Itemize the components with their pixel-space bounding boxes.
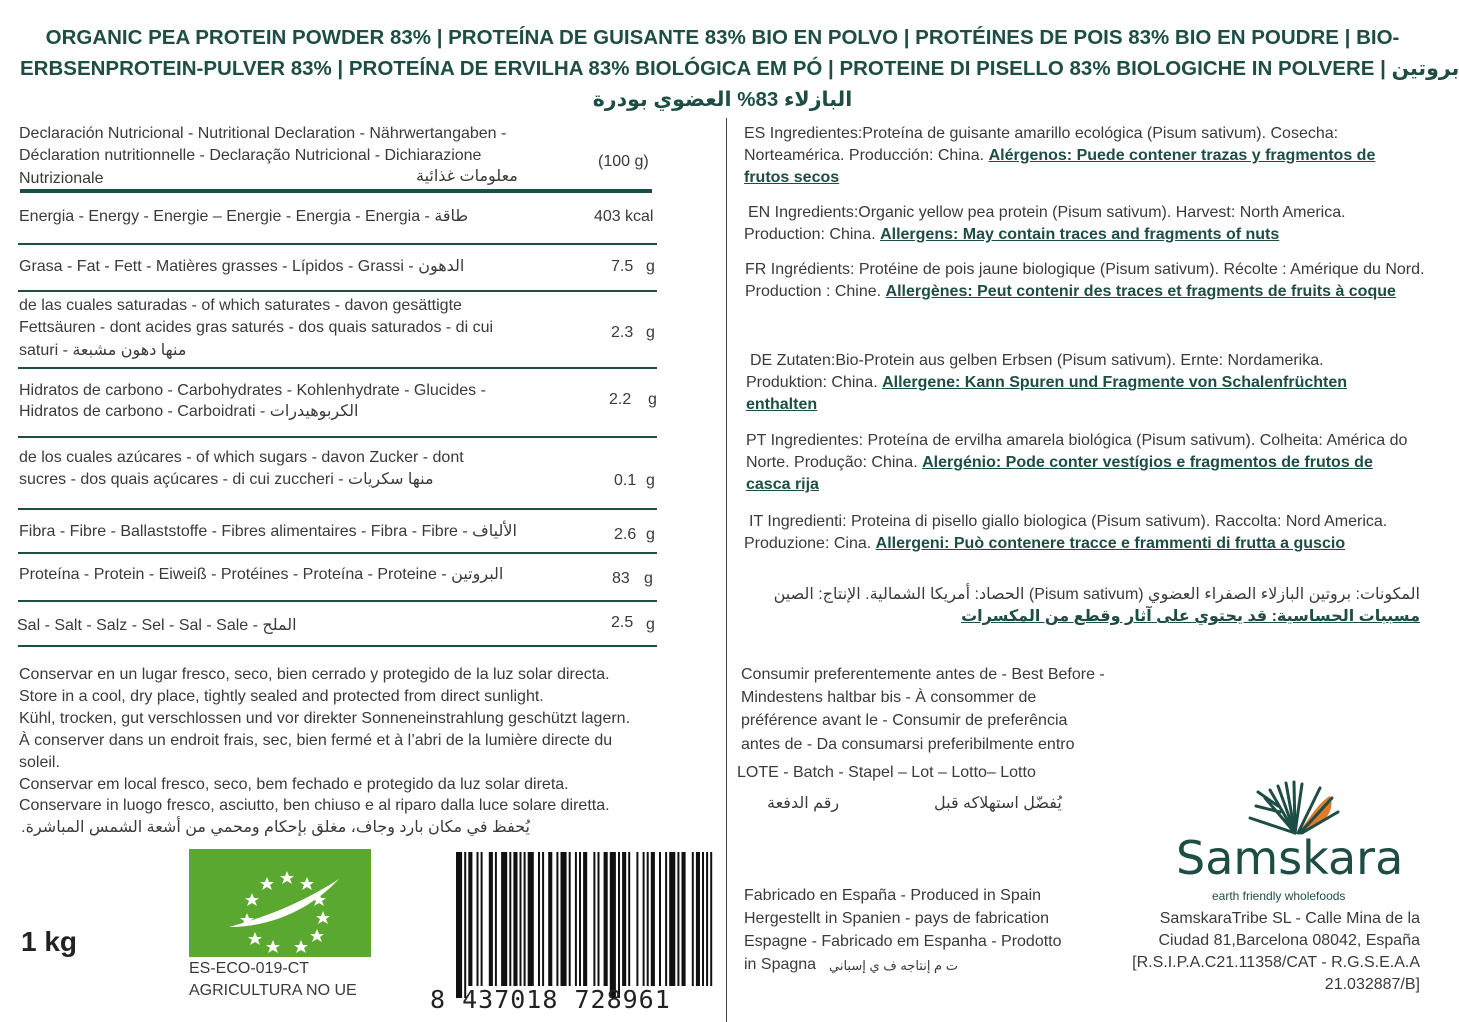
nutrition-protein-unit: g [644,570,653,587]
barcode-bar [647,852,649,986]
allergen-pt: Alergénio: Pode conter vestígios e fragmentos de frutos de casca rija [746,454,1373,493]
ingredients-de: DE Zutaten:Bio-Protein aus gelben Erbsen (Pisum sativum). Ernte: Nordamerika. Produktion: China. Allergene: Kann Spuren und Fragmente von Schalenfrüchten enthalten [746,352,1348,413]
row-divider [18,367,657,369]
nutrition-header-divider [20,189,652,193]
produced-line-4: in Spagna [744,956,817,973]
barcode-bar [710,852,712,986]
samskara-logo [1170,778,1420,908]
nutrition-carbs-label-2: Hidratos de carbono - Carboidrati - الكربوهيدرات [19,403,359,420]
ingredients-pt: PT Ingredientes: Proteína de ervilha amarela biológica (Pisum sativum). Colheita: América do Norte. Produção: China. Alergénio: Pode conter vestígios e fragmentos de frutos de casca rija [746,432,1408,493]
nutrition-header-line-3: Nutrizionale [19,170,104,187]
address-line-4: 21.032887/B] [1324,976,1420,993]
nutrition-sugars-label-2: sucres - dos quais açúcares - di cui zuccheri - منها سكريات [19,471,434,488]
nutrition-energy-value: 403 [594,208,621,225]
allergen-it: Allergeni: Può contenere tracce e frammenti di frutta a guscio [875,535,1346,552]
barcode-bar [456,852,462,998]
nutrition-energy-label: Energia - Energy - Energie – Energie - Energia - Energia - طاقة [19,208,469,225]
row-divider [18,290,657,292]
barcode-bar [495,852,497,986]
storage-es: Conservar en un lugar fresco, seco, bien cerrado y protegido de la luz solar directa. [19,666,610,683]
barcode-bar [509,852,511,986]
best-before-line-1: Consumir preferentemente antes de - Best Before - [741,666,1105,683]
barcode-bar [618,852,620,998]
best-before-label-ar: يُفضّل استهلاكه قبل [934,795,1062,812]
allergen-es: Alérgenos: Puede contener trazas y fragmentos de frutos secos [744,147,1376,186]
nutrition-per-100g: (100 g) [598,153,649,170]
lot-label-ar: رقم الدفعة [767,795,840,812]
net-weight: 1 kg [21,926,78,957]
nutrition-protein-label: Proteína - Protein - Eiweiß - Protéines - Proteína - Proteine - البروتين [19,566,504,583]
barcode-bar [569,852,571,986]
nutrition-carbs-label-1: Hidratos de carbono - Carbohydrates - Kohlenhydrate - Glucides - [19,382,486,399]
barcode-bar [706,852,708,986]
title-line-1: ORGANIC PEA PROTEIN POWDER 83% | PROTEÍNA DE GUISANTE 83% BIO EN POLVO | PROTÉINES DE POIS 83% BIO EN POUDRE | BIO- [45,26,1400,49]
allergen-de: Allergene: Kann Spuren und Fragmente von Schalenfrüchten enthalten [746,374,1348,413]
storage-de: Kühl, trocken, gut verschlossen und vor direkter Sonneneinstrahlung geschützt lagern. [19,710,631,727]
barcode-bar [575,852,577,986]
barcode-bar [659,852,661,986]
barcode-bar [669,852,675,986]
barcode-bar [468,852,472,986]
ingredients-en: EN Ingredients:Organic yellow pea protein (Pisum sativum). Harvest: North America. Production: China. Allergens: May contain traces and fragments of nuts [744,204,1346,243]
barcode-bar [583,852,587,986]
nutrition-fibre-label: Fibra - Fibre - Ballaststoffe - Fibres alimentaires - Fibra - Fibre - الألياف [19,523,517,540]
row-divider [18,600,657,602]
nutrition-saturates-label-1: de las cuales saturadas - of which saturates - davon gesättigte [19,297,462,314]
storage-fr: À conserver dans un endroit frais, sec, bien fermé et à l’abri de la lumière directe du [19,732,613,749]
nutrition-protein-value: 83 [612,570,630,587]
organic-origin: AGRICULTURA NO UE [189,982,357,999]
nutrition-fat-value: 7.5 [611,258,634,275]
barcode-bar [489,852,493,986]
address-line-1: SamskaraTribe SL - Calle Mina de la [1159,910,1420,927]
nutrition-carbs-unit: g [648,391,657,408]
barcode-bar [481,852,483,986]
barcode-bar [692,852,694,986]
barcode-bar [477,852,479,986]
row-divider [18,436,657,438]
barcode-bar [542,852,544,986]
barcode-bar [628,852,630,986]
barcode-bar [513,852,517,986]
nutrition-salt-value: 2.5 [611,614,634,631]
row-divider [18,243,657,245]
barcode-bar [538,852,540,986]
best-before-line-3: préférence avant le - Consumir de preferência [741,712,1068,729]
barcode-bar [696,852,700,986]
barcode-bar [548,852,552,986]
nutrition-salt-unit: g [646,616,655,633]
produced-ar: ت م إنتاجه ف ي إسباني [829,958,958,973]
barcode-bar [528,852,534,986]
row-divider [18,552,657,554]
barcode-bar [598,852,600,986]
nutrition-sugars-unit: g [646,472,655,489]
nutrition-saturates-value: 2.3 [611,324,634,341]
barcode-bar [520,852,522,986]
produced-line-3: Espagne - Fabricado em Espanha - Prodotto [744,933,1062,950]
allergen-ar: مسببات الحساسية: قد يحتوي على آثار وقطع من المكسرات [961,608,1420,625]
storage-pt: Conservar em local fresco, seco, bem fechado e protegido da luz solar direta. [19,776,569,793]
row-divider [18,508,657,510]
barcode-bar [651,852,655,986]
barcode-bar [622,852,626,986]
ingredients-es: ES Ingredientes:Proteína de guisante amarillo ecológica (Pisum sativum). Cosecha: Norteamérica. Producción: China. Alérgenos: Puede contener trazas y fragmentos de frutos secos [744,125,1376,186]
nutrition-fibre-value: 2.6 [614,526,637,543]
nutrition-sugars-value: 0.1 [614,472,637,489]
nutrition-fat-unit: g [646,258,655,275]
brand-tagline: earth friendly wholefoods [1212,889,1346,903]
nutrition-header-arabic: معلومات غذائية [416,168,518,185]
nutrition-fat-label: Grasa - Fat - Fett - Matières grasses - Lípidos - Grassi - الدهون [19,258,465,275]
ingredients-fr: FR Ingrédients: Protéine de pois jaune biologique (Pisum sativum). Récolte : Amérique du Nord. Production : Chine. Allergènes: Peut contenir des traces et fragments de fruits à coque [745,261,1425,300]
barcode-bar [604,852,608,986]
barcode-bar [593,852,595,986]
nutrition-carbs-value: 2.2 [609,391,632,408]
title-line-2: ERBSENPROTEIN-PULVER 83% | PROTEÍNA DE ERVILHA 83% BIOLÓGICA EM PÓ | PROTEINE DI PISELLO 83% BIOLOGICHE IN POLVERE | بروتين [20,57,1459,80]
barcode-bar [677,852,679,986]
title-line-3: البازلاء 83% العضوي بودرة [592,88,853,111]
barcode-bars [426,850,716,990]
brand-name: Samskara [1176,831,1404,885]
nutrition-saturates-label-3: saturi - منها دهون مشبعة [19,342,187,359]
nutrition-saturates-unit: g [646,324,655,341]
barcode-bar [579,852,581,986]
best-before-line-4: antes de - Da consumarsi preferibilmente entro [741,736,1075,753]
storage-it: Conservare in luogo fresco, asciutto, ben chiuso e al riparo dalla luce solare diretta. [19,797,610,814]
nutrition-header-line-2: Déclaration nutritionnelle - Declaração Nutricional - Dichiarazione [19,147,482,164]
barcode-bar [561,852,567,986]
nutrition-saturates-label-2: Fettsäuren - dont acides gras saturés - dos quais saturados - di cui [19,319,494,336]
barcode-bar [556,852,558,986]
ingredients-it: IT Ingredienti: Proteina di pisello giallo biologica (Pisum sativum). Raccolta: Nord America. Produzione: Cina. Allergeni: Può contenere tracce e frammenti di frutta a guscio [744,513,1388,552]
produced-line-1: Fabricado en España - Produced in Spain [744,887,1042,904]
row-divider [18,645,657,647]
barcode [426,850,716,1018]
address-line-2: Ciudad 81,Barcelona 08042, España [1158,932,1420,949]
nutrition-sugars-label-1: de los cuales azúcares - of which sugars - davon Zucker - dont [19,449,464,466]
ingredients-ar: المكونات: بروتين البازلاء الصفراء العضوي (Pisum sativum) الحصاد: أمريكا الشمالية. الإنتاج: الصين مسببات الحساسية: قد يحتوي على آثار وقطع من المكسرات [773,586,1420,625]
barcode-bar [682,852,686,986]
product-title [20,22,1459,115]
barcode-number: 8 437018 728961 [430,985,671,1014]
nutrition-fibre-unit: g [646,526,655,543]
storage-fr-2: soleil. [19,754,60,771]
barcode-bar [702,852,704,986]
barcode-bar [636,852,638,986]
lot-label: LOTE - Batch - Stapel – Lot – Lotto– Lotto [737,764,1036,781]
column-divider [726,118,727,1022]
allergen-en: Allergens: May contain traces and fragments of nuts [880,226,1280,243]
allergen-fr: Allergènes: Peut contenir des traces et fragments de fruits à coque [885,283,1396,300]
organic-code: ES-ECO-019-CT [189,960,310,977]
eu-organic-leaf-icon [189,849,371,957]
storage-en: Store in a cool, dry place, tightly sealed and protected from direct sunlight. [19,688,544,705]
nutrition-energy-unit: kcal [625,208,654,225]
barcode-bar [524,852,526,986]
barcode-bar [643,852,645,986]
address-line-3: [R.S.I.P.A.C21.11358/CAT - R.G.S.E.A.A [1132,954,1420,971]
best-before-line-2: Mindestens haltbar bis - À consommer de [741,689,1037,706]
barcode-bar [501,852,507,986]
produced-line-2: Hergestellt in Spanien - pays de fabrication [744,910,1050,927]
barcode-bar [665,852,667,986]
nutrition-header-line-1: Declaración Nutricional - Nutritional Declaration - Nährwertangaben - [19,125,507,142]
barcode-bar [464,852,466,998]
barcode-bar [610,852,616,998]
nutrition-salt-label: Sal - Salt - Salz - Sel - Sal - Sale - الملح [17,617,297,634]
storage-ar: يُحفظ في مكان بارد وجاف، مغلق بإحكام ومحمي من أشعة الشمس المباشرة. [21,819,530,836]
